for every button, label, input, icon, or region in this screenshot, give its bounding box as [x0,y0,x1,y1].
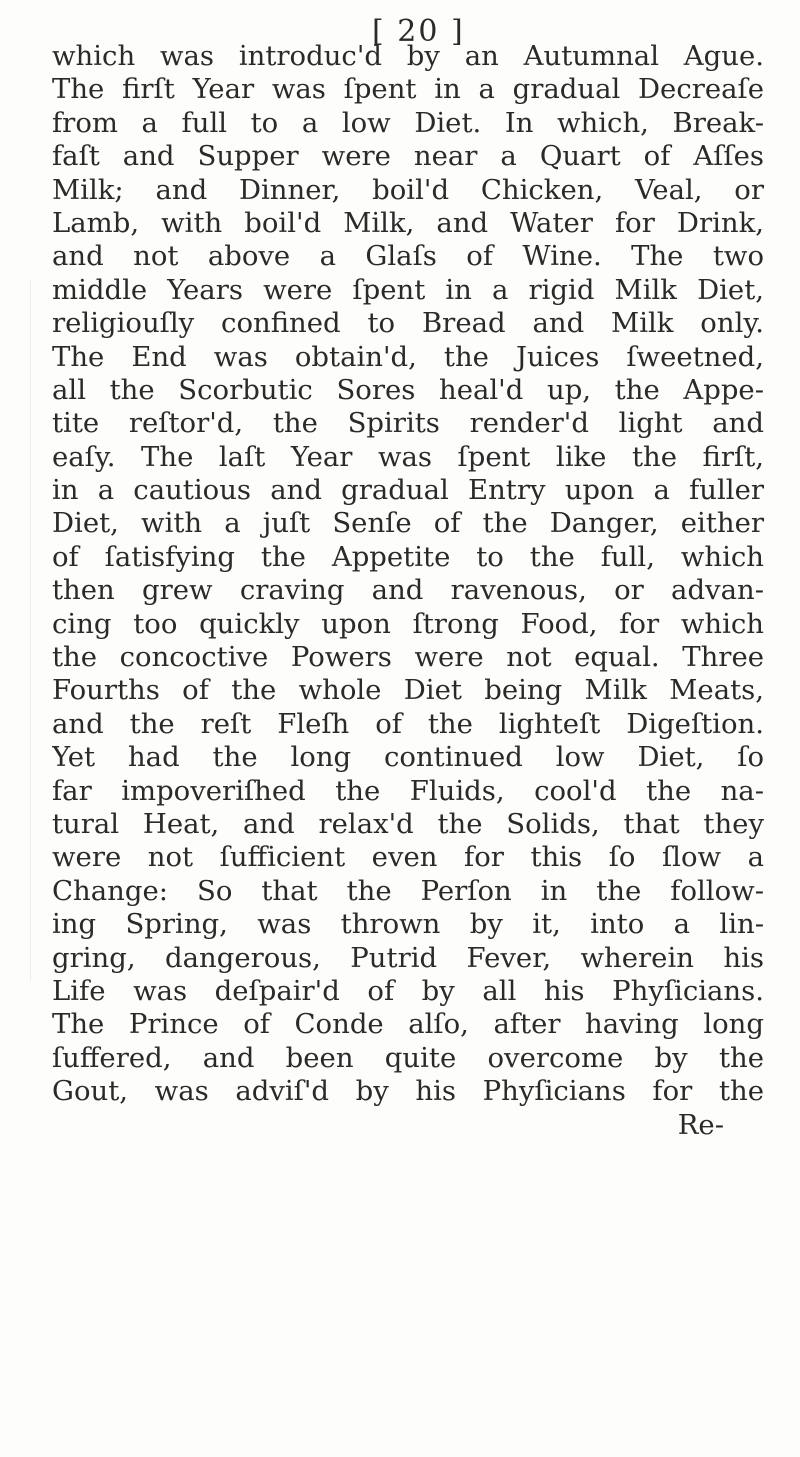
text-line: religiouſly confined to Bread and Milk only. [52,307,764,340]
text-line: eaſy. The laſt Year was ſpent like the firſt, [52,440,764,473]
text-line: faſt and Supper were near a Quart of Aſſes [52,140,764,173]
text-line: Lamb, with boil'd Milk, and Water for Drink, [52,206,764,239]
text-line: all the Scorbutic Sores heal'd up, the Appe- [52,373,764,406]
text-line: Milk; and Dinner, boil'd Chicken, Veal, or [52,173,764,206]
text-line: Change: So that the Perſon in the follow- [52,874,764,907]
text-line: Diet, with a juſt Senſe of the Danger, either [52,507,764,540]
text-line: from a full to a low Diet. In which, Break- [52,106,764,139]
text-line: then grew craving and ravenous, or advan- [52,574,764,607]
page-margin-shadow [0,280,31,980]
body-text [52,40,764,1142]
catchword: Re- [677,1108,724,1141]
text-line: gring, dangerous, Putrid Fever, wherein his [52,941,764,974]
text-line: The Prince of Conde alſo, after having long [52,1008,764,1041]
text-line: were not ſufficient even for this ſo ſlow a [52,841,764,874]
text-line: which was introduc'd by an Autumnal Ague. [52,40,764,72]
text-line: The End was obtain'd, the Juices ſweetned, [52,340,764,373]
text-line: Fourths of the whole Diet being Milk Meats, [52,674,764,707]
text-line: Yet had the long continued low Diet, ſo [52,741,764,774]
text-line: ſuffered, and been quite overcome by the [52,1041,764,1074]
text-line: of ſatisfying the Appetite to the full, which [52,540,764,573]
text-line: ing Spring, was thrown by it, into a lin- [52,908,764,941]
text-line: Life was deſpair'd of by all his Phyſicians. [52,974,764,1007]
text-line: middle Years were ſpent in a rigid Milk Diet, [52,273,764,306]
text-line: and not above a Glaſs of Wine. The two [52,240,764,273]
text-line: The firſt Year was ſpent in a gradual Decreaſe [52,73,764,106]
text-line: Gout, was adviſ'd by his Phyſicians for the [52,1075,764,1108]
text-line: tural Heat, and relax'd the Solids, that they [52,807,764,840]
text-line: in a cautious and gradual Entry upon a fuller [52,474,764,507]
text-line: the concoctive Powers were not equal. Three [52,641,764,674]
text-line: and the reſt Fleſh of the lighteſt Digeſtion. [52,707,764,740]
page-number: [ 20 ] [372,14,465,49]
text-line: far impoveriſhed the Fluids, cool'd the na- [52,774,764,807]
text-line: tite reſtor'd, the Spirits render'd light and [52,407,764,440]
text-line: cing too quickly upon ſtrong Food, for which [52,607,764,640]
